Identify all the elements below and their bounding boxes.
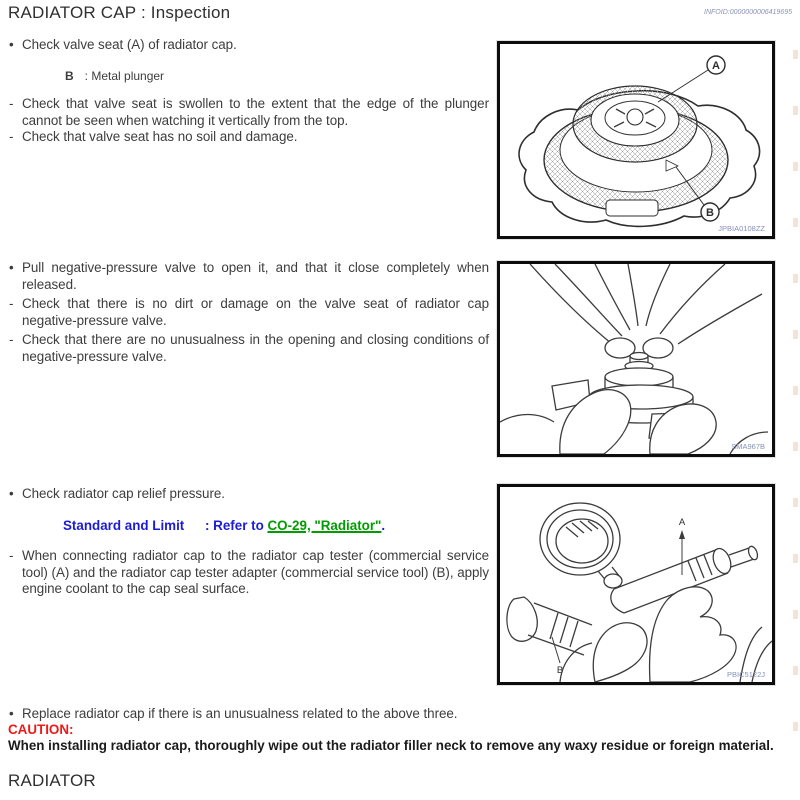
legend-key: B <box>65 69 74 83</box>
cap-center-hub <box>627 109 643 125</box>
dash-marker: - <box>9 332 14 348</box>
fitting-end <box>747 545 759 561</box>
adapter-bell <box>507 597 537 641</box>
dash-marker: - <box>9 96 14 111</box>
standard-and-limit-line <box>8 518 385 533</box>
bullet-replace-cap: • Replace radiator cap if there is an unusualness related to the above three. <box>9 706 458 721</box>
dash-marker: - <box>9 296 14 312</box>
dash-marker: - <box>9 548 14 563</box>
gauge-face <box>556 519 608 563</box>
legend-value: : Metal plunger <box>84 69 165 83</box>
cap-top-disc <box>605 368 673 386</box>
caution-label: CAUTION: <box>8 722 74 737</box>
bullet-dot: • <box>9 486 14 501</box>
label-b-leader <box>552 637 560 663</box>
upper-fingers <box>530 264 762 344</box>
figure-radiator-cap-tester <box>497 484 775 685</box>
callout-a-letter: A <box>712 60 720 72</box>
dash-valve-seat-soil: - Check that valve seat has no soil and damage. <box>9 129 298 145</box>
figure3-code: PBIC5122J <box>727 670 765 679</box>
infoid-code: INFOID:0000000006419695 <box>704 9 792 16</box>
dash-tester-connection: - When connecting radiator cap to the radiator cap tester (commercial service tool) (A) and the radiator cap tester adapter (commercial service tool) (B), apply engine coolant to the cap seal surface. <box>9 548 489 597</box>
left-hand <box>593 623 647 682</box>
link-period: . <box>381 518 386 533</box>
radiator-cap-diagram <box>500 44 772 236</box>
adapter-body <box>528 603 592 655</box>
dash-no-dirt-damage: - Check that there is no dirt or damage on the valve seat of radiator cap negative-pressure valve. <box>9 296 489 328</box>
right-hand <box>650 587 737 682</box>
callout-b-letter: B <box>706 207 714 219</box>
label-a-letter: A <box>678 517 686 528</box>
figure2-code: SMA967B <box>731 442 765 451</box>
tester-body-left-end <box>611 589 624 613</box>
bullet-dot: • <box>9 260 14 275</box>
bullet-relief-pressure: • Check radiator cap relief pressure. <box>9 486 225 501</box>
standard-limit-label: Standard and Limit <box>63 518 185 533</box>
figure-radiator-cap-valve-seat <box>497 41 775 239</box>
radiator-heading: RADIATOR <box>8 771 96 790</box>
refer-to-text: : Refer to <box>205 518 268 533</box>
cap-bottom-tab <box>606 200 658 216</box>
bullet-pull-negative-pressure: • Pull negative-pressure valve to open it, and that it close completely when released. <box>9 260 489 292</box>
left-thumb <box>560 643 592 682</box>
cap-tester-diagram <box>500 487 772 682</box>
gauge-connector <box>604 574 622 588</box>
legend-metal-plunger <box>8 69 164 83</box>
dash-valve-seat-swollen: - Check that valve seat is swollen to the extent that the edge of the plunger cannot be seen when watching it vertically from the top. <box>9 96 489 128</box>
figure-negative-pressure-valve <box>497 261 775 457</box>
hands-pulling-valve-diagram <box>500 264 772 454</box>
caution-text: When installing radiator cap, thoroughly wipe out the radiator filler neck to remove any waxy residue or foreign material. <box>8 738 774 753</box>
bullet-dot: • <box>9 706 14 721</box>
dash-marker: - <box>9 129 14 145</box>
bullet-check-valve-seat: • Check valve seat (A) of radiator cap. <box>9 37 237 52</box>
palm-lines <box>500 415 768 455</box>
figure1-code: JPBIA0108ZZ <box>718 224 765 233</box>
thumb-right <box>650 404 716 454</box>
co-29-radiator-link[interactable]: CO-29, "Radiator" <box>267 518 382 533</box>
bullet-dot: • <box>9 37 14 52</box>
dash-no-unusualness: - Check that there are no unusualness in the opening and closing conditions of negative-pressure valve. <box>9 332 489 364</box>
page-edge-artifacts <box>793 50 798 750</box>
label-b-letter: B <box>556 665 564 676</box>
page-title: RADIATOR CAP : Inspection <box>8 3 231 22</box>
valve-stem-top <box>630 353 648 360</box>
